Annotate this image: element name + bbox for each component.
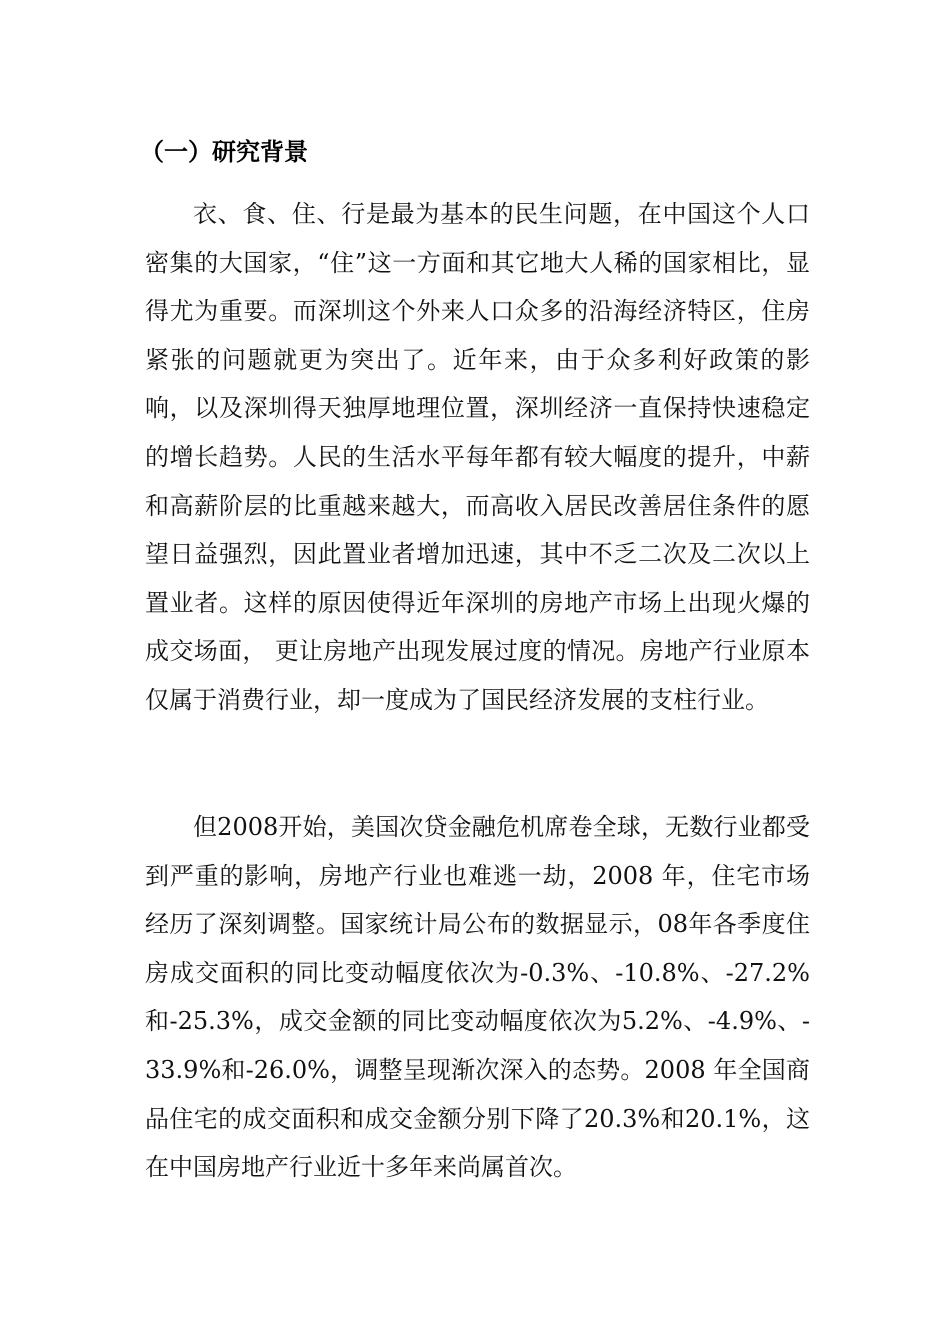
section-heading: （一）研究背景 — [140, 138, 308, 166]
paragraph-financial-crisis: 但2008开始，美国次贷金融危机席卷全球，无数行业都受到严重的影响，房地产行业也难逃一劫，2008 年，住宅市场经历了深刻调整。国家统计局公布的数据显示，08年各季度住房成交面积的同比变动幅度依次为-0.3%、-10.8%、-27.2%和-25.3%，成交金额的同比变动幅度依次为5.2%、-4.9%、-33.9%和-26.0%，调整呈现渐次深入的态势。2008 年全国商品住宅的成交面积和成交金额分别下降了20.3%和20.1%，这在中国房地产行业近十多年来尚属首次。 — [145, 813, 810, 1182]
paragraph-research-background: 衣、食、住、行是最为基本的民生问题，在中国这个人口密集的大国家，“住”这一方面和其它地大人稀的国家相比，显得尤为重要。而深圳这个外来人口众多的沿海经济特区，住房紧张的问题就更为突出了。近年来，由于众多利好政策的影响，以及深圳得天独厚地理位置，深圳经济一直保持快速稳定的增长趋势。人民的生活水平每年都有较大幅度的提升，中薪和高薪阶层的比重越来越大，而高收入居民改善居住条件的愿望日益强烈，因此置业者增加迅速，其中不乏二次及二次以上置业者。这样的原因使得近年深圳的房地产市场上出现火爆的成交场面， 更让房地产出现发展过度的情况。房地产行业原本仅属于消费行业，却一度成为了国民经济发展的支柱行业。 — [145, 200, 810, 714]
